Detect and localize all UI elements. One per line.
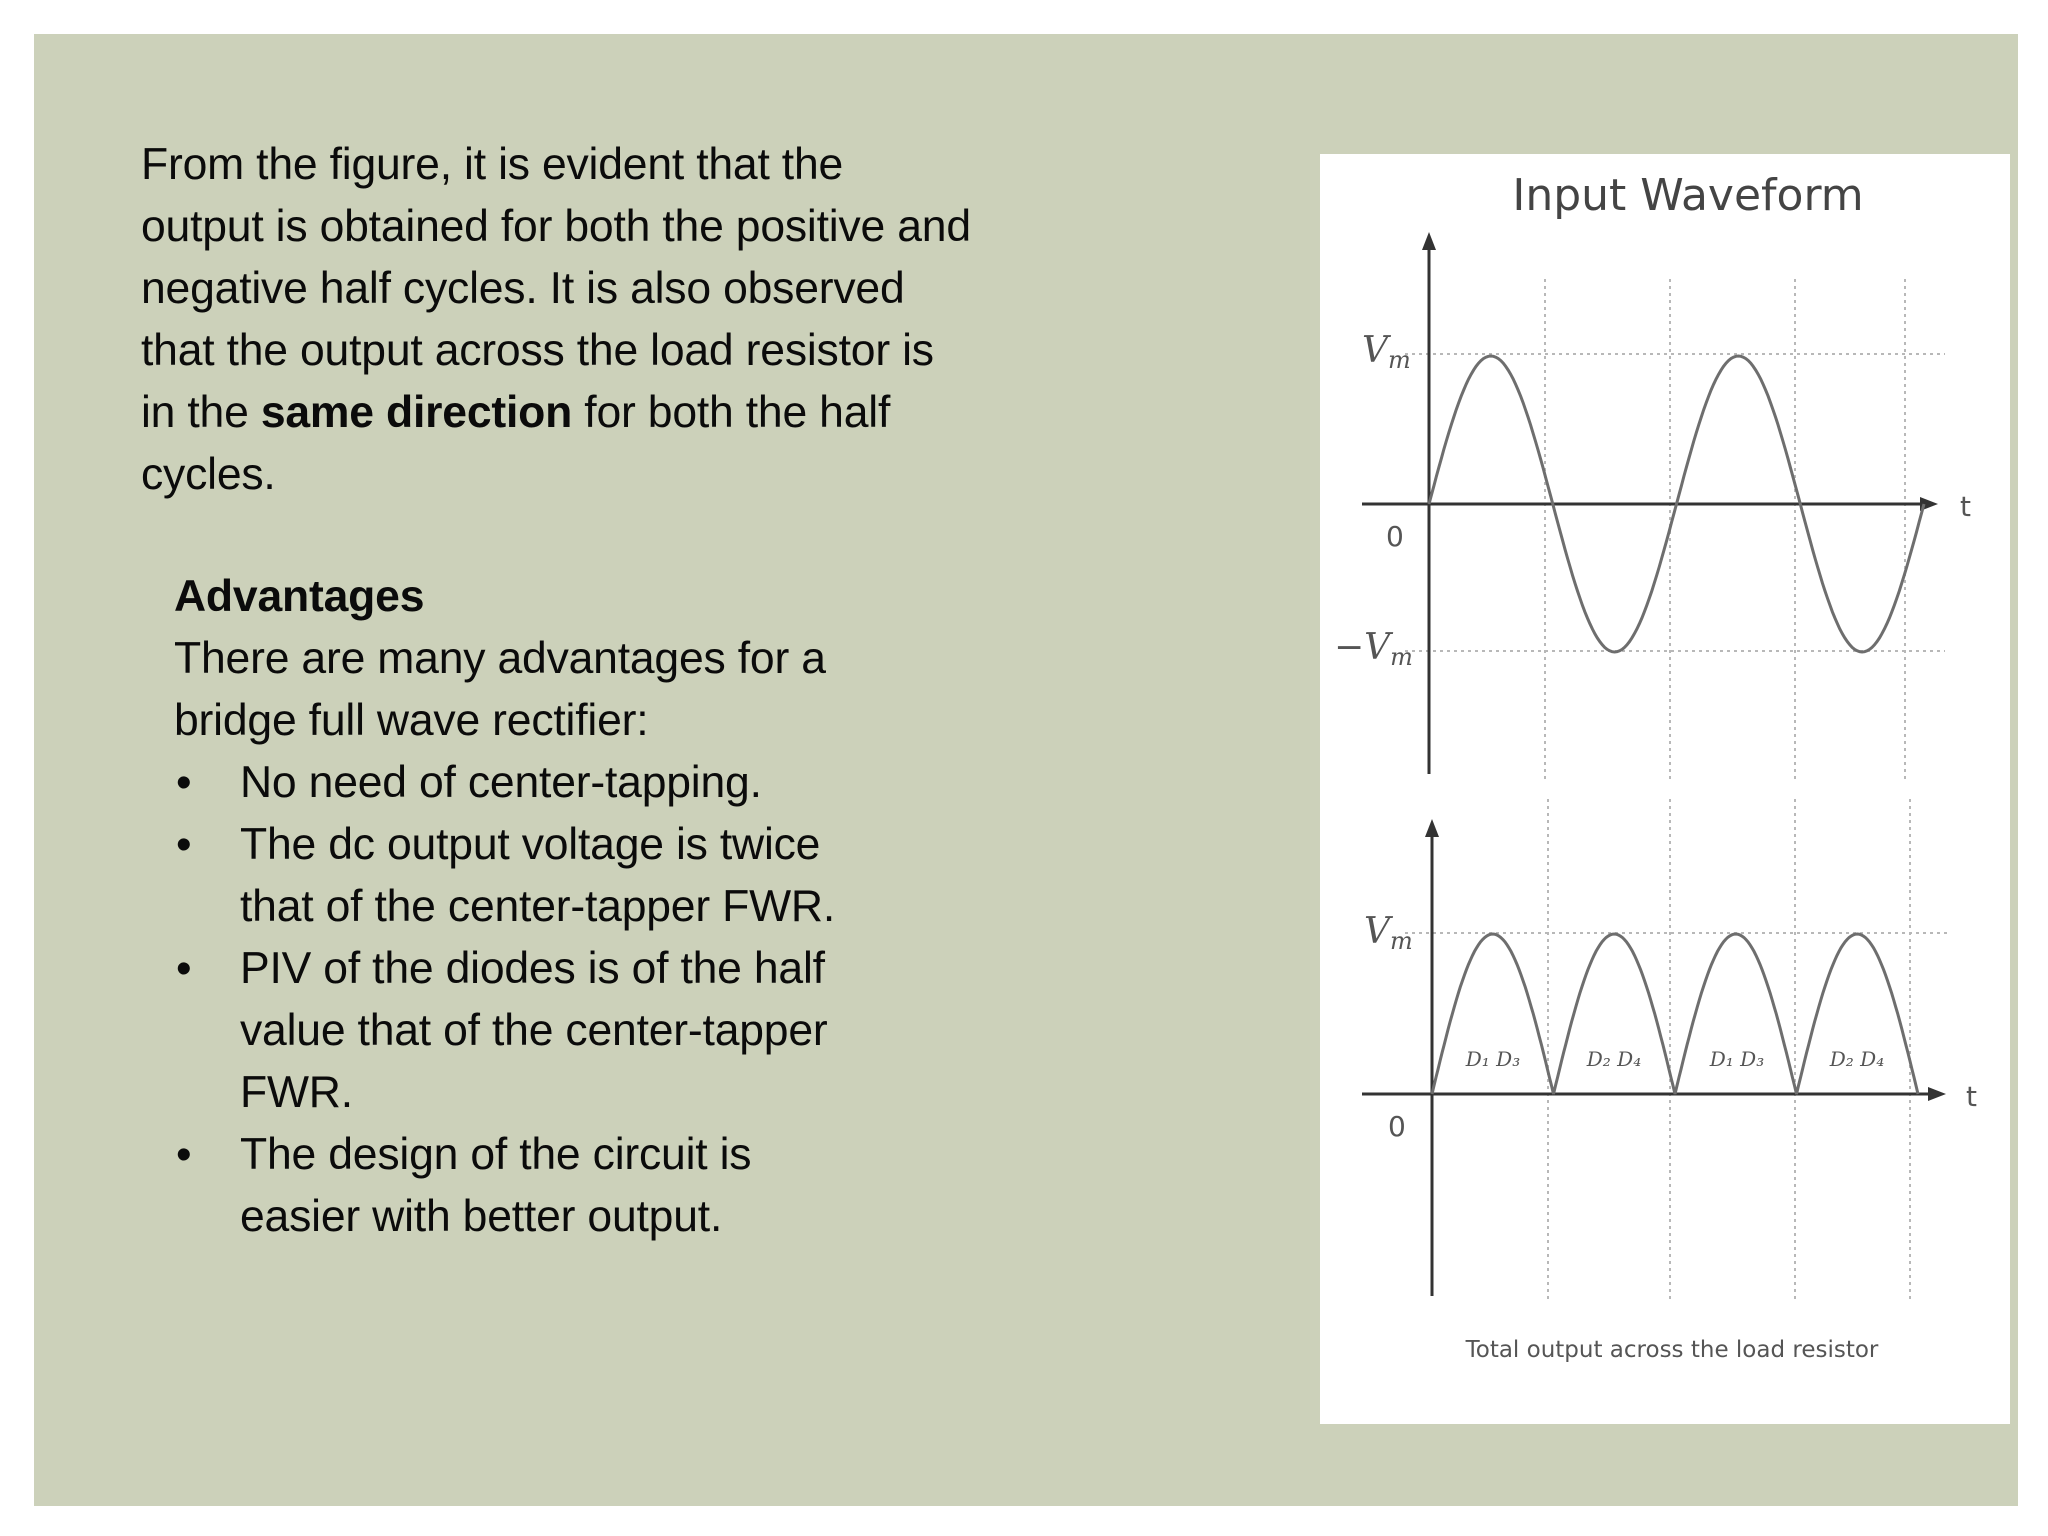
output-y-axis-arrow-icon	[1425, 819, 1439, 837]
neg-vm-subscript: m	[1390, 643, 1413, 671]
advantages-heading: Advantages	[174, 572, 425, 621]
output-zero-label: 0	[1388, 1110, 1406, 1143]
advantage-line: PIV of the diodes is of the half	[240, 944, 825, 993]
input-waveform-title: Input Waveform	[1512, 170, 1864, 221]
input-y-axis-arrow-icon	[1422, 232, 1436, 250]
input-t-label: t	[1960, 490, 1971, 523]
vm-symbol: V	[1364, 911, 1390, 952]
intro-text: for both the half	[572, 388, 891, 437]
advantage-line: The dc output voltage is twice	[240, 820, 821, 869]
intro-line: that the output across the load resistor is	[141, 326, 934, 375]
input-vm-label	[1362, 330, 1411, 374]
diode-label: D₂ D₄	[1586, 1047, 1642, 1071]
intro-line: From the figure, it is evident that the	[141, 140, 844, 189]
intro-paragraph	[141, 134, 1191, 506]
bullet-icon: •	[176, 1130, 192, 1179]
advantage-line: that of the center-tapper FWR.	[240, 882, 836, 931]
bullet-icon: •	[176, 944, 192, 993]
intro-line: cycles.	[141, 450, 276, 499]
advantage-item	[174, 752, 1191, 814]
intro-text: in the	[141, 388, 261, 437]
slide-text	[141, 134, 1191, 1248]
diode-label: D₁ D₃	[1465, 1047, 1521, 1071]
input-zero-label: 0	[1386, 520, 1404, 553]
emphasis-same-direction: same direction	[260, 388, 573, 437]
advantage-line: The design of the circuit is	[240, 1130, 752, 1179]
diode-label: D₁ D₃	[1709, 1047, 1765, 1071]
advantage-line: FWR.	[240, 1068, 353, 1117]
bullet-icon: •	[176, 820, 192, 869]
advantages-intro-line: There are many advantages for a	[174, 634, 826, 683]
advantages-list	[174, 752, 1191, 1248]
waveform-diagram	[1320, 154, 2010, 1424]
vm-subscript: m	[1388, 346, 1411, 374]
vm-subscript: m	[1390, 927, 1413, 955]
output-t-label: t	[1966, 1080, 1977, 1113]
vm-symbol: V	[1362, 330, 1388, 371]
advantage-line: easier with better output.	[240, 1192, 723, 1241]
slide	[34, 34, 2018, 1506]
advantage-line: value that of the center-tapper	[240, 1006, 828, 1055]
output-vm-label	[1364, 911, 1413, 955]
advantage-line: No need of center-tapping.	[240, 758, 762, 807]
output-caption: Total output across the load resistor	[1465, 1337, 1879, 1363]
bullet-icon: •	[176, 758, 192, 807]
advantage-item	[174, 938, 1191, 1124]
intro-line: negative half cycles. It is also observed	[141, 264, 905, 313]
advantage-item	[174, 814, 1191, 938]
diode-label: D₂ D₄	[1829, 1047, 1885, 1071]
neg-vm-symbol: −V	[1334, 627, 1391, 668]
input-axes	[1362, 236, 1926, 774]
grid-lines	[1405, 279, 1950, 1299]
advantages-intro-line: bridge full wave rectifier:	[174, 696, 649, 745]
input-neg-vm-label	[1334, 627, 1413, 671]
intro-line: output is obtained for both the positive and	[141, 202, 971, 251]
intro-line	[141, 382, 1191, 444]
advantage-item	[174, 1124, 1191, 1248]
output-t-axis-arrow-icon	[1928, 1087, 1946, 1101]
waveform-figure	[1320, 154, 2010, 1424]
advantages-section	[174, 566, 1191, 1248]
advantages-intro	[174, 628, 1191, 752]
